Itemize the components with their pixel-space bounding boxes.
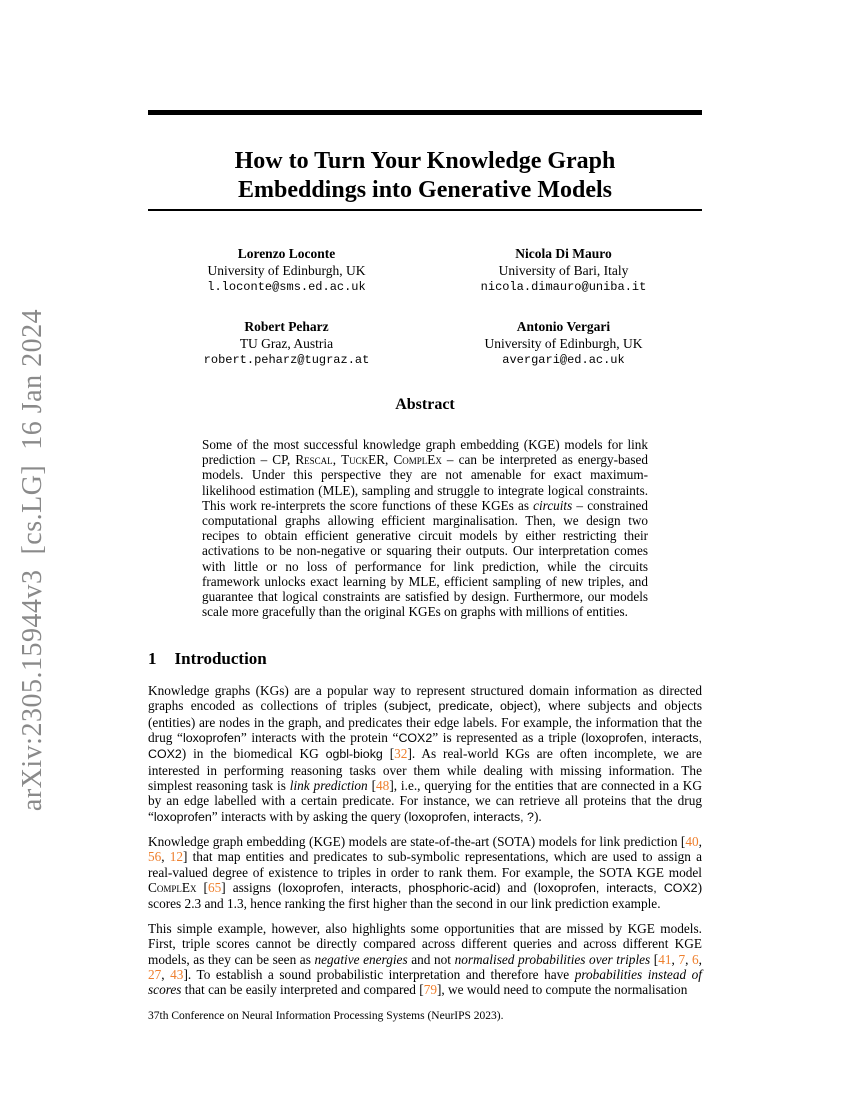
author-name: Lorenzo Loconte	[237, 246, 336, 261]
citation-link[interactable]: 12	[169, 849, 184, 865]
introduction-paragraphs	[148, 683, 702, 1007]
abstract-heading: Abstract	[395, 396, 455, 413]
citation-link[interactable]: 6	[692, 951, 699, 967]
citation-link[interactable]: 32	[394, 746, 408, 762]
section-title: Introduction	[174, 649, 267, 668]
citation-link[interactable]: 56	[148, 849, 162, 865]
citation-link[interactable]: 48	[376, 778, 390, 794]
author-affiliation: TU Graz, Austria	[239, 336, 334, 351]
author-affiliation: University of Edinburgh, UK	[207, 263, 366, 278]
author-email: l.loconte@sms.ed.ac.uk	[207, 280, 366, 294]
author-name: Robert Peharz	[244, 319, 329, 334]
author-block	[425, 318, 702, 368]
author-email: nicola.dimauro@uniba.it	[480, 280, 647, 294]
section-heading-introduction	[148, 649, 267, 669]
paper-title: How to Turn Your Knowledge Graph Embeddings into Generative Models	[234, 148, 616, 204]
abstract-body: Some of the most successful knowledge graph embedding (KGE) models for link prediction – CP, Rescal, TuckER, ComplEx – can be interpreted as energy-based models. Under this perspective they are not amenable for exact maximum-likelihood estimation (MLE), sampling and struggle to integrate logical constraints. This work re-interprets the score functions of these KGEs as circuits – constrained computational graphs allowing efficient marginalisation. Then, we design two recipes to obtain efficient generative circuit models by either restricting their activations to be non-negative or squaring their outputs. Our interpretation comes with little or no loss of performance for link prediction, while the circuits framework unlocks exact learning by MLE, efficient sampling of new triples, and guarantee that logical constraints are satisfied by design. Furthermore, our models scale more gracefully than the original KGEs on graphs with millions of entities.	[202, 437, 648, 620]
author-affiliation: University of Bari, Italy	[498, 263, 629, 278]
citation-link[interactable]: 79	[423, 982, 437, 998]
arxiv-watermark: arXiv:2305.15944v3 [cs.LG] 16 Jan 2024	[17, 308, 48, 812]
citation-link[interactable]: 27	[148, 966, 162, 982]
citation-link[interactable]: 43	[170, 966, 184, 982]
author-name: Antonio Vergari	[516, 319, 611, 334]
citation-link[interactable]: 40	[685, 834, 699, 850]
author-block-grid	[148, 245, 702, 368]
conference-footnote: 37th Conference on Neural Information Processing Systems (NeurIPS 2023).	[148, 1010, 504, 1022]
paragraph-3: This simple example, however, also highlights some opportunities that are missed by KGE models. First, triple scores cannot be directly compared across different queries and across different KGE models, as they can be seen as negative energies and not normalised probabilities over triples [41, 7, 6, 27, 43]. To establish a sound probabilistic interpretation and therefore have probabilities instead of scores that can be easily interpreted and compared [79], we would need to compute the normalisation	[148, 920, 702, 998]
author-block	[148, 245, 425, 295]
title-rule-top	[148, 110, 702, 115]
citation-link[interactable]: 65	[207, 880, 222, 896]
author-affiliation: University of Edinburgh, UK	[484, 336, 643, 351]
author-block	[425, 245, 702, 295]
citation-link[interactable]: 7	[678, 951, 686, 967]
author-block	[148, 318, 425, 368]
author-name: Nicola Di Mauro	[515, 246, 612, 261]
title-rule-bottom	[148, 209, 702, 211]
citation-link[interactable]: 41	[658, 951, 672, 967]
author-email: robert.peharz@tugraz.at	[203, 353, 370, 367]
author-email: avergari@ed.ac.uk	[502, 353, 625, 367]
paragraph-2: Knowledge graph embedding (KGE) models are state-of-the-art (SOTA) models for link prediction [40, 56, 12] that map entities and predicates to sub-symbolic representations, which are used to assign a real-valued degree of existence to triples in order to rank them. For example, the SOTA KGE model ComplEx [65] assigns (loxoprofen, interacts, phosphoric-acid) and (loxoprofen, interacts, COX2) scores 2.3 and 1.3, hence ranking the first higher than the second in our link prediction example.	[148, 834, 703, 912]
paragraph-1: Knowledge graphs (KGs) are a popular way to represent structured domain information as directed graphs encoded as collections of triples (subject, predicate, object), where subjects and objects (entities) are nodes in the graph, and predicates their edge labels. For example, the information that the drug “loxoprofen” interacts with the protein “COX2” is represented as a triple (loxoprofen, interacts, COX2) in the biomedical KG ogbl-biokg [32]. As real-world KGs are often incomplete, we are interested in performing reasoning tasks over them while dealing with missing information. The simplest reasoning task is link prediction [48], i.e., querying for the entities that are connected in a KG by an edge labelled with a certain predicate. For instance, we can retrieve all proteins that the drug “loxoprofen” interacts with by asking the query (loxoprofen, interacts, ?).	[148, 683, 703, 824]
section-number: 1	[148, 649, 157, 668]
